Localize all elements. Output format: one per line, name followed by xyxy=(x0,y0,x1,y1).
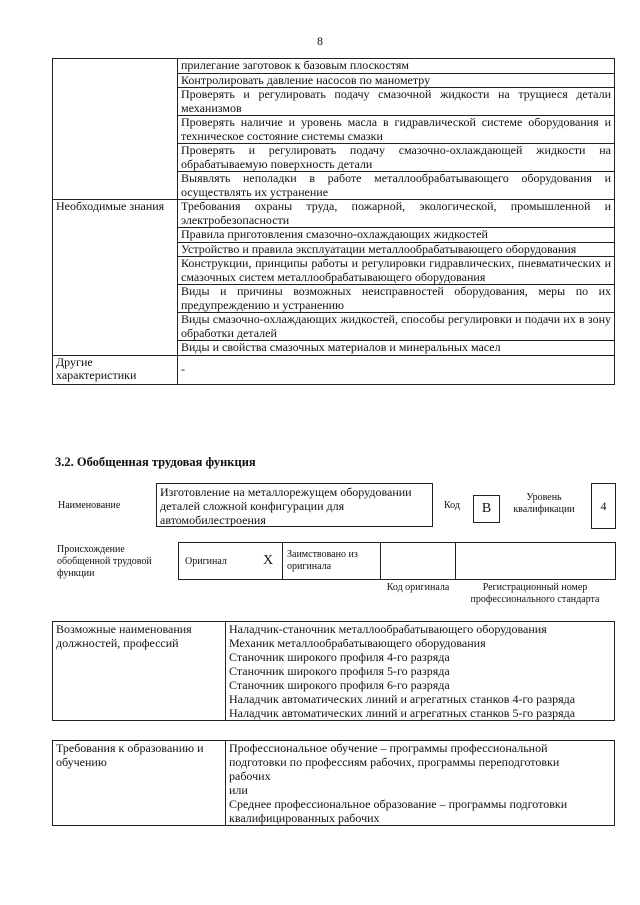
other-characteristics-label: Другие характеристики xyxy=(53,355,178,384)
other-characteristics-value: - xyxy=(178,355,615,384)
education-label: Требования к образованию и обучению xyxy=(53,741,226,826)
skill-cell: Проверять и регулировать подачу смазочно-охлаждающей жидкости на обрабатываемую поверхность детали xyxy=(178,144,615,172)
origin-label: Происхождение обобщенной трудовой функции xyxy=(57,544,152,579)
knowledge-cell: Требования охраны труда, пожарной, экологической, промышленной и электробезопасности xyxy=(178,200,615,228)
knowledge-label: Необходимые знания xyxy=(53,200,178,356)
origin-box xyxy=(178,542,616,580)
original-mark: X xyxy=(263,553,274,568)
registration-number-caption: Регистрационный номер профессионального стандарта xyxy=(470,582,600,605)
skill-cell: Проверять и регулировать подачу смазочной жидкости на трущиеся детали механизмов xyxy=(178,88,615,116)
name-label: Наименование xyxy=(58,500,121,511)
skill-cell: прилегание заготовок к базовым плоскостям xyxy=(178,59,615,74)
skills-label-cell xyxy=(53,59,178,200)
knowledge-cell: Конструкции, принципы работы и регулировки гидравлических, пневматических и смазочных систем металлообрабатывающего оборудования xyxy=(178,257,615,285)
list-item: Наладчик-станочник металлообрабатывающего оборудования xyxy=(229,622,547,636)
page-number: 8 xyxy=(317,34,323,48)
code-original-caption: Код оригинала xyxy=(386,582,450,593)
education-line: квалифицированных рабочих xyxy=(229,811,380,825)
education-requirements xyxy=(226,741,615,826)
knowledge-cell: Виды и причины возможных неисправностей оборудования, меры по их предупреждению и устранению xyxy=(178,285,615,313)
table-row xyxy=(53,200,615,228)
divider xyxy=(282,543,283,579)
skill-cell: Выявлять неполадки в работе металлообрабатывающего оборудования и осуществлять их устранение xyxy=(178,172,615,200)
code-value-box: B xyxy=(473,495,500,523)
positions-label: Возможные наименования должностей, профессий xyxy=(53,622,226,721)
knowledge-cell: Виды и свойства смазочных материалов и минеральных масел xyxy=(178,341,615,356)
table-row xyxy=(53,355,615,384)
table-row xyxy=(53,741,615,826)
education-line: подготовки по профессиям рабочих, программы переподготовки xyxy=(229,755,560,769)
skills-knowledge-table xyxy=(52,58,615,385)
function-name-box: Изготовление на металлорежущем оборудовании деталей сложной конфигурации для автомобилестроения xyxy=(156,483,433,527)
list-item: Наладчик автоматических линий и агрегатных станков 4-го разряда xyxy=(229,692,576,706)
table-row xyxy=(53,59,615,74)
skill-cell: Контролировать давление насосов по манометру xyxy=(178,73,615,88)
education-line: Профессиональное обучение – программы профессиональной xyxy=(229,741,548,755)
skill-cell: Проверять наличие и уровень масла в гидравлической системе оборудования и техническое состояние системы смазки xyxy=(178,116,615,144)
list-item: Наладчик автоматических линий и агрегатных станков 5-го разряда xyxy=(229,706,576,720)
knowledge-cell: Правила приготовления смазочно-охлаждающих жидкостей xyxy=(178,228,615,243)
qualification-level-box: 4 xyxy=(591,483,616,529)
borrowed-label: Заимствовано из оригинала xyxy=(287,549,358,572)
list-item: Станочник широкого профиля 4-го разряда xyxy=(229,650,450,664)
education-line: Среднее профессиональное образование – программы подготовки xyxy=(229,797,568,811)
original-label: Оригинал xyxy=(185,556,227,567)
education-line: или xyxy=(229,783,248,797)
education-table xyxy=(52,740,615,826)
divider xyxy=(380,543,381,579)
table-row xyxy=(53,622,615,721)
list-item: Механик металлообрабатывающего оборудования xyxy=(229,636,486,650)
positions-list xyxy=(226,622,615,721)
positions-table xyxy=(52,621,615,721)
section-title: 3.2. Обобщенная трудовая функция xyxy=(55,455,256,469)
list-item: Станочник широкого профиля 6-го разряда xyxy=(229,678,450,692)
knowledge-cell: Виды смазочно-охлаждающих жидкостей, способы регулировки и подачи их в зону обработки деталей xyxy=(178,313,615,341)
education-line: рабочих xyxy=(229,769,271,783)
qualification-level-label: Уровень квалификации xyxy=(513,492,575,515)
list-item: Станочник широкого профиля 5-го разряда xyxy=(229,664,450,678)
knowledge-cell: Устройство и правила эксплуатации металлообрабатывающего оборудования xyxy=(178,242,615,257)
code-label: Код xyxy=(444,500,460,511)
divider xyxy=(455,543,456,579)
